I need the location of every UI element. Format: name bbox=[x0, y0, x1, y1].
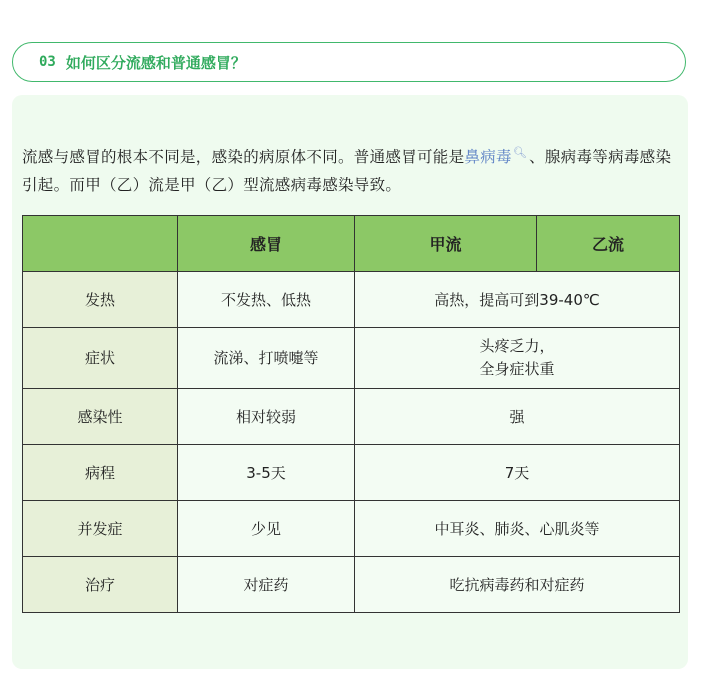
search-icon[interactable]: 🔍︎ bbox=[512, 146, 528, 159]
row-label: 感染性 bbox=[23, 389, 178, 445]
header-cold: 感冒 bbox=[178, 216, 355, 272]
flu-cell bbox=[355, 272, 680, 328]
section-title: 如何区分流感和普通感冒？ bbox=[65, 53, 246, 72]
row-label: 并发症 bbox=[23, 501, 178, 557]
table-row bbox=[23, 501, 680, 557]
row-label: 病程 bbox=[23, 445, 178, 501]
table-row bbox=[23, 328, 680, 389]
flu-cell: 强 bbox=[355, 389, 680, 445]
flu-cell-line: 全身症状重 bbox=[479, 360, 555, 378]
row-label: 症状 bbox=[23, 328, 178, 389]
section-header bbox=[12, 42, 686, 82]
table-row bbox=[23, 272, 680, 328]
header-flu-b: 乙流 bbox=[537, 216, 680, 272]
virus-link[interactable]: 鼻病毒 bbox=[464, 148, 512, 167]
table-header-row bbox=[23, 216, 680, 272]
cold-cell: 对症药 bbox=[178, 557, 355, 613]
flu-cell: 中耳炎、肺炎、心肌炎等 bbox=[355, 501, 680, 557]
table-row bbox=[23, 445, 680, 501]
header-flu-a: 甲流 bbox=[355, 216, 537, 272]
cold-cell: 相对较弱 bbox=[178, 389, 355, 445]
comparison-table bbox=[22, 215, 680, 613]
row-label: 发热 bbox=[23, 272, 178, 328]
flu-cell-text: 高热，提高可到39-40℃ bbox=[434, 291, 600, 309]
cold-cell: 流涕、打喷嚏等 bbox=[178, 328, 355, 389]
cold-cell: 少见 bbox=[178, 501, 355, 557]
section-number: 03 bbox=[39, 54, 56, 70]
row-label: 治疗 bbox=[23, 557, 178, 613]
flu-cell bbox=[355, 328, 680, 389]
intro-text-before: 流感与感冒的根本不同是，感染的病原体不同。普通感冒可能是 bbox=[22, 148, 465, 167]
flu-cell-line: 头疼乏力， bbox=[479, 337, 555, 355]
intro-paragraph bbox=[22, 139, 686, 199]
table-row bbox=[23, 557, 680, 613]
intro-text-after: 、腺病毒等病毒感染引起。而甲（乙）流是甲（乙）型流感病毒感染导致。 bbox=[22, 148, 672, 195]
cold-cell: 不发热、低热 bbox=[178, 272, 355, 328]
flu-cell: 7天 bbox=[355, 445, 680, 501]
flu-cell: 吃抗病毒药和对症药 bbox=[355, 557, 680, 613]
header-empty bbox=[23, 216, 178, 272]
cold-cell: 3-5天 bbox=[178, 445, 355, 501]
table-row bbox=[23, 389, 680, 445]
